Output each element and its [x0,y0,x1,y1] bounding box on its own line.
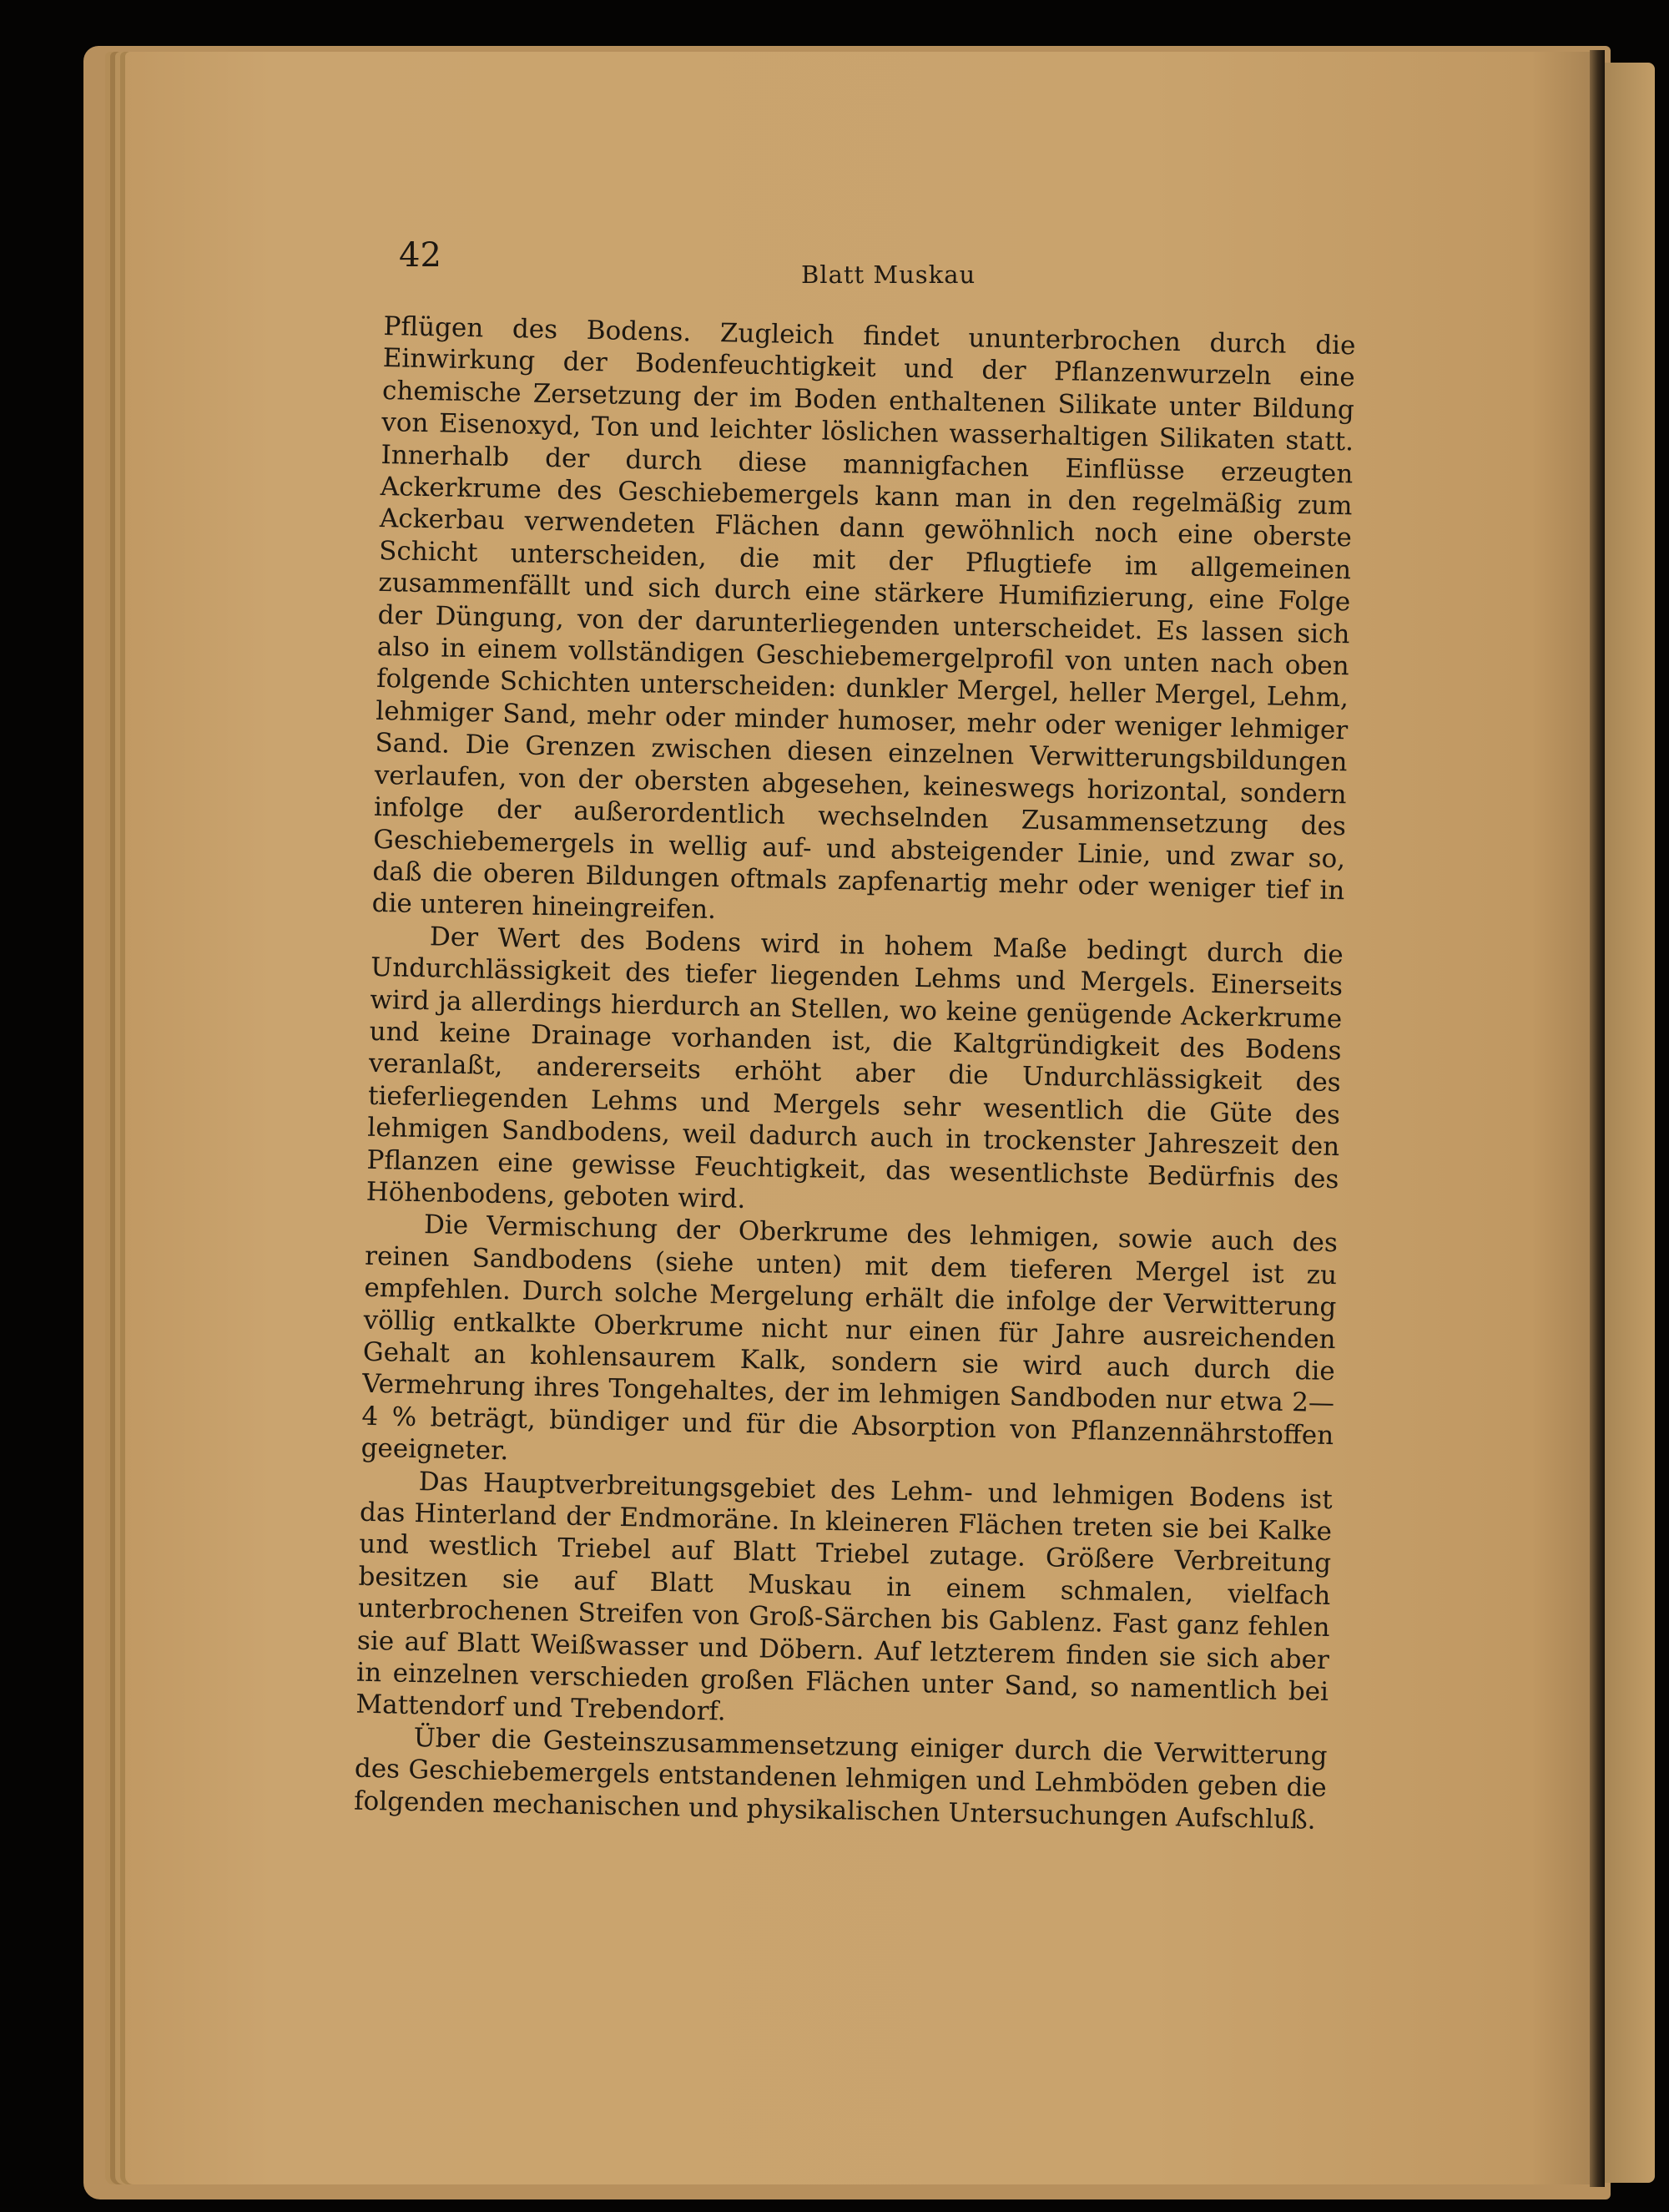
paragraph: Pflügen des Bodens. Zugleich findet ununterbrochen durch die Einwirkung der Bodenfeuchtigkeit und der Pflanzenwurzeln eine chemische Zersetzung der im Boden enthaltenen Silikate unter Bildung von Eisenoxyd, Ton und leichter löslichen wasserhaltigen Silikaten statt. Innerhalb der durch diese mannigfachen Einflüsse erzeugten Ackerkrume des Geschiebemergels kann man in den regelmäßig zum Ackerbau verwendeten Flächen dann gewöhnlich noch eine oberste Schicht unterscheiden, die mit der Pflugtiefe im allgemeinen zusammenfällt und sich durch eine stärkere Humifizierung, eine Folge der Düngung, von der darunterliegenden unterscheidet. Es lassen sich also in einem vollständigen Geschiebemergelprofil von unten nach oben folgende Schichten unterscheiden: dunkler Mergel, heller Mergel, Lehm, lehmiger Sand, mehr oder minder humoser, mehr oder weniger lehmiger Sand. Die Grenzen zwischen diesen einzelnen Verwitterungsbildungen verlaufen, von der obersten abgesehen, keineswegs horizontal, sondern infolge der außerordentlich wechselnden Zusammensetzung des Geschiebemergels in wellig auf- und absteigender Linie, und zwar so, daß die oberen Bildungen oftmals zapfenartig mehr oder weniger tief in die unteren hineingreifen. [371,311,1356,926]
paragraph: Über die Gesteinszusammensetzung einiger durch die Verwitterung des Geschiebemergels entstandenen lehmigen und Lehmböden geben die folgenden mechanischen und physikalischen Untersuchungen Aufschluß. [353,1722,1328,1836]
paragraph: Der Wert des Bodens wird in hohem Maße bedingt durch die Undurchlässigkeit des tiefer liegenden Lehms und Mergels. Einerseits wird ja allerdings hierdurch an Stellen, wo keine genügende Ackerkrume und keine Drainage vorhanden ist, die Kaltgründigkeit des Bodens veranlaßt, andererseits erhöht aber die Undurchlässigkeit des tieferliegenden Lehms und Mergels sehr wesentlich die Güte des lehmigen Sandbodens, weil dadurch auch in trockenster Jahreszeit den Pflanzen eine gewisse Feuchtigkeit, das wesentlichste Bedürfnis des Höhenbodens, geboten wird. [366,921,1344,1215]
book-gutter [1590,50,1605,2187]
paragraph: Das Hauptverbreitungsgebiet des Lehm- und lehmigen Bodens ist das Hinterland der Endmoräne. In kleineren Flächen treten sie bei Kalke und westlich Triebel auf Blatt Triebel zutage. Größere Verbreitung besitzen sie auf Blatt Muskau in einem schmalen, vielfach unterbrochenen Streifen von Groß-Särchen bis Gablenz. Fast ganz fehlen sie auf Blatt Weißwasser und Döbern. Auf letzterem finden sie sich aber in einzelnen verschieden großen Flächen unter Sand, so namentlich bei Mattendorf und Trebendorf. [355,1466,1333,1728]
page-number: 42 [399,236,441,275]
body-text [354,311,1356,1836]
facing-page-edge [1605,63,1655,2183]
paragraph: Die Vermischung der Oberkrume des lehmigen, sowie auch des reinen Sandbodens (siehe unten) mit dem tieferen Mergel ist zu empfehlen. Durch solche Mergelung erhält die infolge der Verwitterung völlig entkalkte Oberkrume nicht nur einen für Jahre ausreichenden Gehalt an kohlensaurem Kalk, sondern sie wird auch durch die Vermehrung ihres Tongehaltes, der im lehmigen Sandboden nur etwa 2—4 % beträgt, bündiger und für die Absorption von Pflanzennährstoffen geeigneter. [361,1210,1339,1467]
running-head: Blatt Muskau [801,260,976,289]
